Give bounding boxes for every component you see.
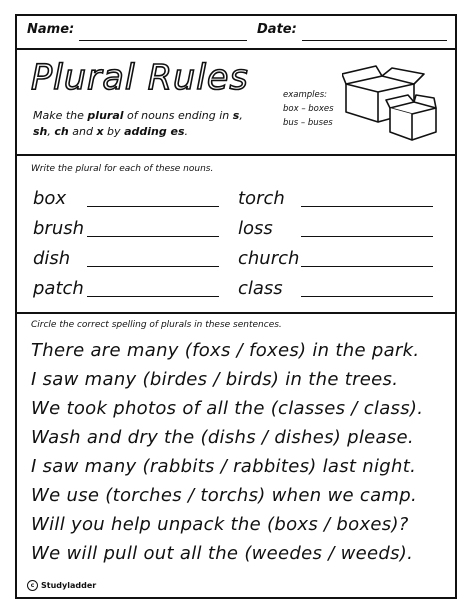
sentence-4[interactable]: Wash and dry the (dishs / dishes) please. (31, 427, 414, 448)
noun-patch: patch (33, 278, 84, 299)
noun-brush: brush (33, 218, 85, 239)
answer-line[interactable] (301, 266, 433, 267)
noun-church: church (238, 248, 300, 269)
sentence-1[interactable]: There are many (foxs / foxes) in the park. (31, 340, 420, 361)
answer-line[interactable] (301, 206, 433, 207)
example-2: bus – buses (283, 118, 333, 128)
answer-line[interactable] (301, 236, 433, 237)
exercise1-section (17, 154, 455, 314)
noun-class: class (238, 278, 283, 299)
worksheet (15, 14, 457, 599)
footer-brand (27, 580, 96, 591)
noun-torch: torch (238, 188, 285, 209)
sentence-2[interactable]: I saw many (birdes / birds) in the trees. (31, 369, 399, 390)
examples-label: examples: (283, 90, 328, 100)
rule-text: Make the plural of nouns ending in s, sh, ch and x by adding es. (33, 109, 243, 138)
answer-line[interactable] (87, 266, 219, 267)
examples-block (283, 88, 334, 130)
brand-name: Studyladder (41, 581, 97, 590)
page-title: Plural Rules (31, 58, 249, 98)
name-label: Name: (27, 22, 75, 37)
answer-line[interactable] (87, 296, 219, 297)
sentence-8[interactable]: We will pull out all the (weedes / weeds). (31, 543, 414, 564)
exercise2-section (17, 312, 455, 599)
noun-loss: loss (238, 218, 273, 239)
cardboard-boxes-icon (342, 62, 437, 142)
sentence-6[interactable]: We use (torches / torchs) when we camp. (31, 485, 417, 506)
sentence-7[interactable]: Will you help unpack the (boxs / boxes)? (31, 514, 409, 535)
date-label: Date: (257, 22, 297, 37)
answer-line[interactable] (301, 296, 433, 297)
answer-line[interactable] (87, 236, 219, 237)
answer-line[interactable] (87, 206, 219, 207)
name-field-line[interactable] (79, 40, 247, 41)
sentence-3[interactable]: We took photos of all the (classes / class). (31, 398, 424, 419)
exercise1-instruction: Write the plural for each of these nouns. (31, 164, 214, 174)
noun-dish: dish (33, 248, 71, 269)
sentence-5[interactable]: I saw many (rabbits / rabbites) last night. (31, 456, 417, 477)
noun-box: box (33, 188, 67, 209)
example-1: box – boxes (283, 104, 334, 114)
header-bar (17, 16, 455, 50)
intro-section (17, 48, 455, 156)
copyright-icon: c (27, 580, 38, 591)
date-field-line[interactable] (302, 40, 447, 41)
exercise2-instruction: Circle the correct spelling of plurals in these sentences. (31, 320, 282, 330)
